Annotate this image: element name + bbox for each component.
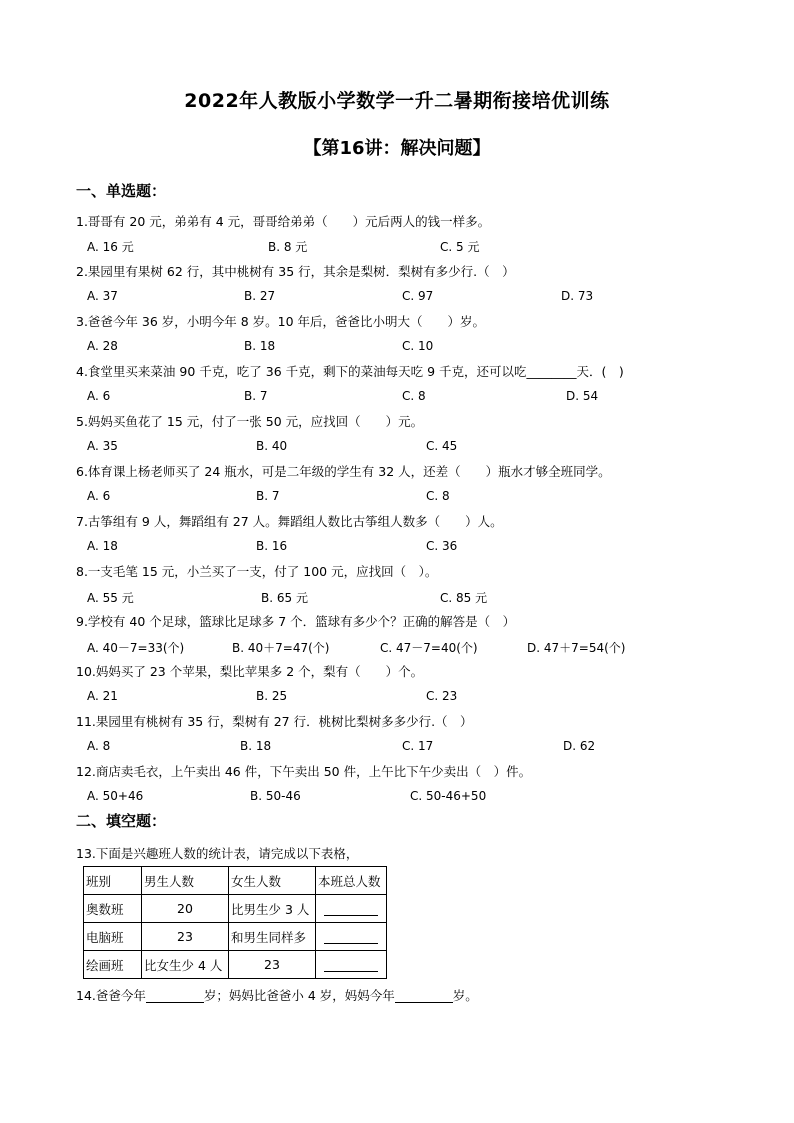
question-2-option-b[interactable]: B. 27: [244, 289, 276, 303]
table-cell: 奥数班: [84, 895, 142, 923]
table-row: [84, 951, 387, 979]
question-9-option-b[interactable]: B. 40＋7=47(个): [232, 641, 330, 655]
question-11-option-b[interactable]: B. 18: [240, 739, 272, 753]
question-13: 13.下面是兴趣班人数的统计表，请完成以下表格，: [76, 846, 359, 861]
question-14-part-3: 岁。: [452, 988, 478, 1003]
question-4-option-c[interactable]: C. 8: [402, 389, 426, 403]
question-4-option-b[interactable]: B. 7: [244, 389, 268, 403]
question-2-option-a[interactable]: A. 37: [87, 289, 118, 303]
question-3: 3.爸爸今年 36 岁，小明今年 8 岁。10 年后，爸爸比小明大（ ）岁。: [76, 314, 486, 329]
question-9-option-c[interactable]: C. 47－7=40(个): [380, 641, 478, 655]
question-10-option-a[interactable]: A. 21: [87, 689, 118, 703]
answer-blank-father-age[interactable]: [146, 990, 204, 1003]
answer-blank[interactable]: [324, 903, 378, 916]
table-row: [84, 923, 387, 951]
question-12-option-a[interactable]: A. 50+46: [87, 789, 144, 803]
question-3-option-b[interactable]: B. 18: [244, 339, 276, 353]
question-8: 8.一支毛笔 15 元，小兰买了一支，付了 100 元，应找回（ ）。: [76, 564, 438, 579]
table-cell: 和男生同样多: [229, 923, 316, 951]
answer-blank-cell[interactable]: [316, 951, 387, 979]
question-11-option-a[interactable]: A. 8: [87, 739, 111, 753]
question-14-part-1: 14.爸爸今年: [76, 988, 146, 1003]
answer-blank[interactable]: [324, 931, 378, 944]
question-7: 7.古筝组有 9 人，舞蹈组有 27 人。舞蹈组人数比古筝组人数多（ ）人。: [76, 514, 503, 529]
answer-blank-mother-age[interactable]: [395, 990, 453, 1003]
answer-blank-cell[interactable]: [316, 923, 387, 951]
answer-blank-cell[interactable]: [316, 895, 387, 923]
table-header-cell: 本班总人数: [316, 867, 387, 895]
question-8-option-c[interactable]: C. 85 元: [440, 591, 488, 605]
lesson-subtitle: 【第16讲：解决问题】: [303, 138, 491, 159]
question-3-option-a[interactable]: A. 28: [87, 339, 118, 353]
question-5-option-a[interactable]: A. 35: [87, 439, 118, 453]
page-title: 2022年人教版小学数学一升二暑期衔接培优训练: [184, 90, 610, 112]
table-cell: 电脑班: [84, 923, 142, 951]
question-1-option-c[interactable]: C. 5 元: [440, 240, 480, 254]
question-12-option-c[interactable]: C. 50-46+50: [410, 789, 487, 803]
question-12-option-b[interactable]: B. 50-46: [250, 789, 301, 803]
question-3-option-c[interactable]: C. 10: [402, 339, 434, 353]
table-cell: 20: [142, 895, 229, 923]
question-4: 4.食堂里买来菜油 90 千克，吃了 36 千克，剩下的菜油每天吃 9 千克，还可以吃________天．( ): [76, 364, 624, 379]
question-8-option-a[interactable]: A. 55 元: [87, 591, 134, 605]
question-2: 2.果园里有果树 62 行，其中桃树有 35 行，其余是梨树．梨树有多少行.（ ）: [76, 264, 515, 279]
question-5: 5.妈妈买鱼花了 15 元，付了一张 50 元，应找回（ ）元。: [76, 414, 424, 429]
table-cell: 23: [229, 951, 316, 979]
question-1-option-b[interactable]: B. 8 元: [268, 240, 308, 254]
question-2-option-c[interactable]: C. 97: [402, 289, 434, 303]
question-11-option-d[interactable]: D. 62: [563, 739, 596, 753]
question-5-option-c[interactable]: C. 45: [426, 439, 458, 453]
question-2-option-d[interactable]: D. 73: [561, 289, 594, 303]
question-10: 10.妈妈买了 23 个苹果，梨比苹果多 2 个，梨有（ ）个。: [76, 664, 424, 679]
question-10-option-b[interactable]: B. 25: [256, 689, 288, 703]
question-14: [76, 986, 478, 1004]
question-4-option-a[interactable]: A. 6: [87, 389, 111, 403]
question-1: 1.哥哥有 20 元，弟弟有 4 元，哥哥给弟弟（ ）元后两人的钱一样多。: [76, 214, 491, 229]
question-7-option-c[interactable]: C. 36: [426, 539, 458, 553]
question-9: 9.学校有 40 个足球，篮球比足球多 7 个．篮球有多少个？正确的解答是（ ）: [76, 614, 516, 629]
question-9-option-a[interactable]: A. 40－7=33(个): [87, 641, 185, 655]
question-11: 11.果园里有桃树有 35 行，梨树有 27 行．桃树比梨树多多少行.（ ）: [76, 714, 473, 729]
table-row: [84, 895, 387, 923]
question-10-option-c[interactable]: C. 23: [426, 689, 458, 703]
question-7-option-b[interactable]: B. 16: [256, 539, 288, 553]
question-1-option-a[interactable]: A. 16 元: [87, 240, 134, 254]
question-12: 12.商店卖毛衣，上午卖出 46 件，下午卖出 50 件，上午比下午少卖出（ ）件。: [76, 764, 532, 779]
table-header-cell: 班别: [84, 867, 142, 895]
table-cell: 绘画班: [84, 951, 142, 979]
question-7-option-a[interactable]: A. 18: [87, 539, 118, 553]
question-6-option-a[interactable]: A. 6: [87, 489, 111, 503]
question-6-option-b[interactable]: B. 7: [256, 489, 280, 503]
question-5-option-b[interactable]: B. 40: [256, 439, 288, 453]
table-cell: 比男生少 3 人: [229, 895, 316, 923]
table-header-cell: 女生人数: [229, 867, 316, 895]
question-9-option-d[interactable]: D. 47＋7=54(个): [527, 641, 626, 655]
question-6: 6.体育课上杨老师买了 24 瓶水，可是二年级的学生有 32 人，还差（ ）瓶水才够全班同学。: [76, 464, 611, 479]
section-heading-fill-in: 二、填空题：: [76, 812, 167, 830]
question-6-option-c[interactable]: C. 8: [426, 489, 450, 503]
table-header-cell: 男生人数: [142, 867, 229, 895]
table-cell: 23: [142, 923, 229, 951]
table-header-row: [84, 867, 387, 895]
question-4-option-d[interactable]: D. 54: [566, 389, 599, 403]
question-8-option-b[interactable]: B. 65 元: [261, 591, 308, 605]
question-14-part-2: 岁；妈妈比爸爸小 4 岁，妈妈今年: [203, 988, 395, 1003]
section-heading-single-choice: 一、单选题：: [76, 182, 167, 200]
answer-blank[interactable]: [324, 959, 378, 972]
table-cell: 比女生少 4 人: [142, 951, 229, 979]
question-11-option-c[interactable]: C. 17: [402, 739, 434, 753]
interest-class-table: [83, 866, 387, 979]
